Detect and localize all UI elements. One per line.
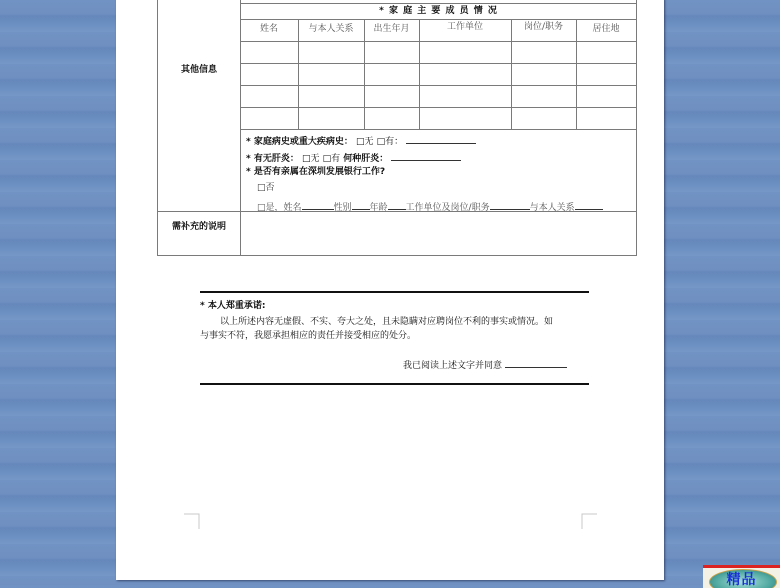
family-row-line	[240, 85, 637, 86]
family-row-line	[240, 107, 637, 108]
margin-corner-left-icon	[184, 513, 200, 529]
header-relation: 与本人关系	[308, 24, 354, 34]
family-history-question	[246, 134, 476, 148]
relative-age-label: 年龄	[369, 203, 388, 213]
family-col-line	[298, 19, 299, 129]
table-bottom-border	[157, 255, 637, 256]
hepatitis-type-label: 何种肝炎：	[343, 154, 389, 164]
header-name: 姓名	[259, 24, 278, 34]
pledge-bottom-rule	[200, 383, 589, 385]
header-residence: 居住地	[592, 24, 620, 34]
pledge-line-2: 与事实不符，我愿承担相应的责任并接受相应的处分。	[200, 331, 417, 341]
header-position: 岗位/职务	[523, 22, 564, 32]
relative-relation-label: 与本人关系	[529, 203, 575, 213]
family-row-line	[240, 63, 637, 64]
family-history-blank[interactable]	[406, 134, 476, 144]
relative-work-label: 工作单位及岗位/职务	[405, 203, 490, 213]
family-row-line	[240, 3, 637, 4]
relative-gender-blank[interactable]	[352, 200, 370, 210]
hepatitis-no-checkbox[interactable]: □无	[301, 154, 320, 164]
other-info-label: 其他信息	[180, 65, 217, 75]
family-history-yes-checkbox[interactable]: □有：	[376, 137, 404, 147]
relatives-yes-checkbox[interactable]: □是，姓名	[257, 203, 302, 213]
supplement-label: 需补充的说明	[171, 222, 226, 232]
table-right-border	[636, 0, 637, 256]
relative-name-blank[interactable]	[302, 200, 334, 210]
header-birth: 出生年月	[373, 24, 410, 34]
pledge-line-1: 以上所述内容无虚假、不实、夸大之处，且未隐瞒对应聘岗位不利的事实或情况。如	[220, 317, 554, 327]
family-col-line	[511, 19, 512, 129]
hepatitis-label: * 有无肝炎：	[246, 154, 299, 164]
label-column-divider	[240, 0, 241, 256]
relative-relation-blank[interactable]	[575, 200, 603, 210]
family-history-no-checkbox[interactable]: □无	[355, 137, 374, 147]
family-row-line	[240, 129, 637, 130]
header-employer: 工作单位	[446, 22, 483, 32]
family-col-line	[576, 19, 577, 129]
pledge-agree-label: 我已阅读上述文字并同意	[403, 361, 503, 371]
relatives-yes-row	[257, 200, 603, 214]
hepatitis-type-blank[interactable]	[391, 151, 461, 161]
supplement-field[interactable]	[244, 216, 632, 252]
family-col-line	[419, 19, 420, 129]
document-page	[116, 0, 664, 580]
family-section-title: * 家 庭 主 要 成 员 情 况	[379, 6, 498, 16]
relatives-no-checkbox[interactable]: □否	[257, 183, 275, 193]
hepatitis-question	[246, 151, 461, 165]
pledge-title: * 本人郑重承诺:	[200, 301, 266, 311]
table-left-border	[157, 0, 158, 256]
relatives-question: * 是否有亲属在深圳发展银行工作?	[246, 167, 386, 177]
hepatitis-yes-checkbox[interactable]: □有	[322, 154, 341, 164]
margin-corner-right-icon	[581, 513, 597, 529]
family-col-line	[364, 19, 365, 129]
pledge-signature-blank[interactable]	[505, 358, 567, 368]
relative-age-blank[interactable]	[388, 200, 406, 210]
pledge-top-rule	[200, 291, 589, 293]
relative-gender-label: 性别	[333, 203, 352, 213]
family-row-line	[240, 19, 637, 20]
pledge-agree-row	[403, 358, 567, 372]
family-history-label: * 家庭病史或重大疾病史：	[246, 137, 353, 147]
relative-work-blank[interactable]	[490, 200, 530, 210]
family-row-line	[240, 41, 637, 42]
badge-label: 精品	[726, 572, 757, 588]
